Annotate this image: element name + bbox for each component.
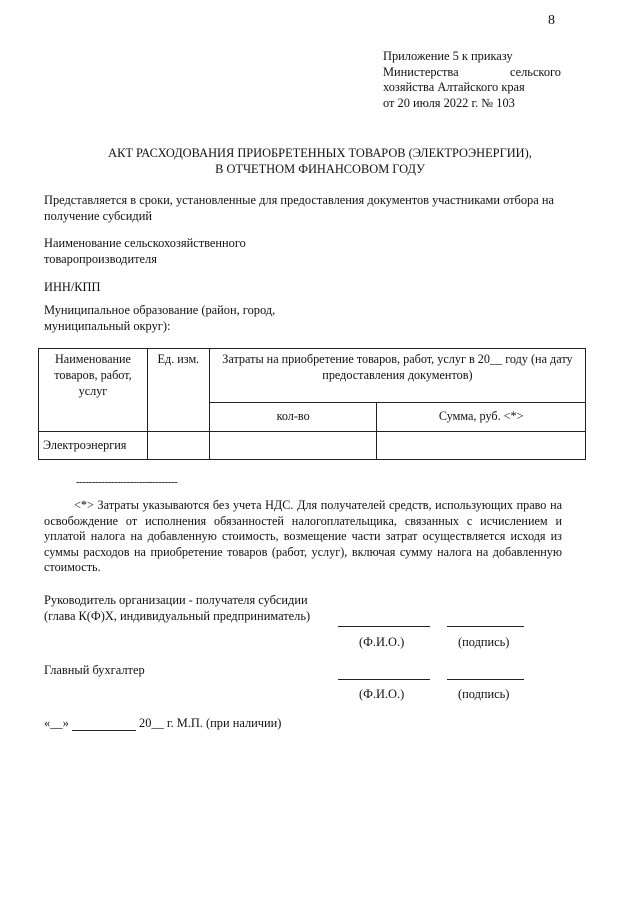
- municipality-label: Муниципальное образование (район, город, муниципальный округ):: [44, 303, 276, 333]
- costs-table: [38, 348, 586, 460]
- accountant-fio-caption: (Ф.И.О.): [359, 687, 405, 701]
- appendix-line-3: хозяйства Алтайского края: [383, 80, 525, 94]
- head-fio-blank[interactable]: [338, 626, 430, 627]
- head-signer-line-1: Руководитель организации - получателя субсидии: [44, 593, 308, 607]
- table-row: [39, 432, 586, 460]
- head-signature-caption: (подпись): [458, 635, 510, 649]
- header-quantity: кол-во: [209, 403, 377, 432]
- header-unit: Ед. изм.: [147, 349, 209, 432]
- head-fio-caption: (Ф.И.О.): [359, 635, 405, 649]
- document-title: [0, 146, 640, 177]
- date-open-quote: «: [44, 716, 51, 730]
- cell-unit[interactable]: [147, 432, 209, 460]
- header-costs: Затраты на приобретение товаров, работ, услуг в 20__ году (на дату предоставления документов): [209, 349, 585, 403]
- head-signature-blank[interactable]: [447, 626, 524, 627]
- header-item-name: Наименование товаров, работ, услуг: [39, 349, 148, 432]
- appendix-line-2-right: сельского: [509, 64, 561, 79]
- cell-sum[interactable]: [377, 432, 586, 460]
- appendix-line-2-left: Министерства: [383, 64, 459, 79]
- accountant-signature-caption: (подпись): [458, 687, 510, 701]
- cell-item-name: Электроэнергия: [39, 432, 148, 460]
- intro-paragraph: Представляется в сроки, установленные для предоставления документов участниками отбора на получение субсидий: [44, 193, 554, 223]
- title-line-2: В ОТЧЕТНОМ ФИНАНСОВОМ ГОДУ: [215, 161, 425, 176]
- page-number: 8: [548, 13, 555, 28]
- accountant-label: Главный бухгалтер: [44, 663, 145, 677]
- appendix-line-4: от 20 июля 2022 г. № 103: [383, 95, 515, 110]
- date-month-blank[interactable]: [72, 714, 136, 731]
- accountant-fio-blank[interactable]: [338, 679, 430, 680]
- date-day-blank[interactable]: __: [50, 716, 63, 730]
- footnote-text: <*> Затраты указываются без учета НДС. Для получателей средств, использующих право на освобождение от исполнения обязанностей налогоплательщика, связанных с исчислением и уплатой налога на добавленную стоимость, возмещение части затрат осуществляется исходя из суммы расходов на приобретение товаров (работ, услуг), включая сумму налога на добавленную стоимость.: [44, 498, 562, 574]
- appendix-header: [383, 49, 561, 111]
- date-suffix: г. М.П. (при наличии): [163, 716, 282, 730]
- producer-name-label: Наименование сельскохозяйственного товаропроизводителя: [44, 236, 246, 266]
- header-sum: Сумма, руб. <*>: [377, 403, 586, 432]
- title-line-1: АКТ РАСХОДОВАНИЯ ПРИОБРЕТЕННЫХ ТОВАРОВ (ЭЛЕКТРОЭНЕРГИИ),: [108, 146, 532, 160]
- head-signer-label: [44, 593, 344, 624]
- date-year-blank[interactable]: __: [151, 716, 164, 730]
- accountant-signature-blank[interactable]: [447, 679, 524, 680]
- appendix-line-1: Приложение 5 к приказу: [383, 49, 513, 63]
- footnote-separator: --------------------------------: [76, 476, 178, 488]
- date-close-quote: »: [62, 716, 69, 730]
- head-signer-line-2: (глава К(Ф)Х, индивидуальный предприниматель): [44, 608, 311, 623]
- appendix-line-2: [383, 65, 561, 81]
- inn-kpp-label: ИНН/КПП: [44, 280, 101, 294]
- date-stamp-line: [44, 714, 281, 731]
- date-year-prefix: 20: [139, 716, 152, 730]
- cell-quantity[interactable]: [209, 432, 377, 460]
